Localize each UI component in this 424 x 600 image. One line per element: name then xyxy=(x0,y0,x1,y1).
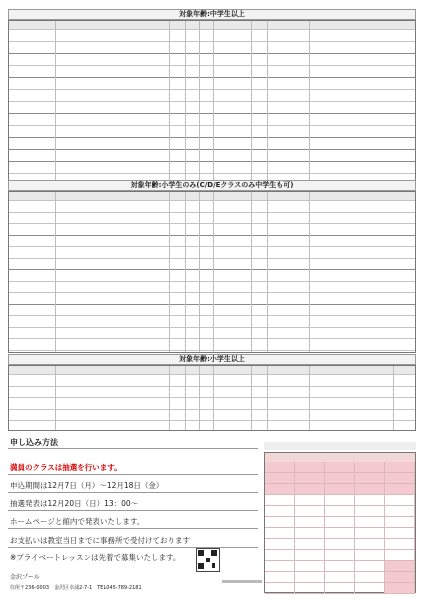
table-column-line xyxy=(199,21,200,195)
calendar-day-cell xyxy=(355,550,385,561)
calendar-day-cell xyxy=(355,506,385,517)
calendar-day-cell xyxy=(355,539,385,550)
calendar-day-cell xyxy=(295,473,325,484)
calendar-day-cell xyxy=(295,583,325,594)
calendar-day-cell xyxy=(325,506,355,517)
calendar-day-cell xyxy=(265,495,295,506)
table-row-line xyxy=(9,149,415,150)
calendar-day-cell xyxy=(325,517,355,528)
divider xyxy=(8,448,258,449)
calendar-day-cell xyxy=(385,473,415,484)
table-row-line xyxy=(9,200,415,201)
table-row-line xyxy=(9,125,415,126)
private-lesson-table xyxy=(8,365,416,431)
table-row-line xyxy=(9,258,415,259)
calendar-day-cell xyxy=(385,550,415,561)
table-header xyxy=(9,366,415,374)
calendar-day-cell xyxy=(265,462,295,473)
announce-place: ホームページと館内で発表いたします。 xyxy=(10,517,145,526)
calendar-day-cell xyxy=(385,528,415,539)
table-header xyxy=(9,21,415,29)
child-target-bar: 対象年齢:小学生のみ(C/D/Eクラスのみ中学生も可) xyxy=(8,180,416,191)
table-row-line xyxy=(9,269,415,270)
apply-period: 申込期間は12月7日（月）～12月18日（金） xyxy=(10,481,164,490)
calendar-day-cell xyxy=(325,473,355,484)
table-row-line xyxy=(9,173,415,174)
table-row-line xyxy=(9,292,415,293)
divider xyxy=(8,474,258,475)
table-column-line xyxy=(251,366,252,430)
calendar-day-cell xyxy=(385,484,415,495)
table-row-line xyxy=(9,212,415,213)
table-column-line xyxy=(309,192,310,352)
table-column-line xyxy=(309,366,310,430)
calendar-day-cell xyxy=(385,539,415,550)
calendar-weekday-header xyxy=(265,453,415,462)
table-row-line xyxy=(9,161,415,162)
table-column-line xyxy=(55,192,56,352)
table-column-line xyxy=(267,192,268,352)
table-column-line xyxy=(213,21,214,195)
private-target-bar: 対象年齢:小学生以上 xyxy=(8,354,416,365)
pool-address: 住所〒236-0003 金沢区幸浦2-7-1 TEL045-789-2181 xyxy=(10,585,142,591)
calendar-title xyxy=(264,442,416,450)
table-row-line xyxy=(9,409,415,410)
calendar-day-cell xyxy=(295,539,325,550)
qr-code[interactable] xyxy=(196,548,220,572)
calendar-day-cell xyxy=(355,473,385,484)
calendar-day-cell xyxy=(385,506,415,517)
table-row-line xyxy=(9,113,415,114)
calendar-day-cell xyxy=(295,484,325,495)
calendar-day-cell xyxy=(355,583,385,594)
table-row-line xyxy=(9,386,415,387)
calendar-day-cell xyxy=(385,572,415,583)
table-row-line xyxy=(9,77,415,78)
qr-caption xyxy=(222,580,262,583)
calendar-day-cell xyxy=(385,517,415,528)
calendar-day-cell xyxy=(295,550,325,561)
table-row-line xyxy=(9,327,415,328)
table-row-line xyxy=(9,89,415,90)
calendar-day-cell xyxy=(325,528,355,539)
calendar-day-cell xyxy=(265,517,295,528)
table-row-line xyxy=(9,235,415,236)
private-lesson-note: ※プライベートレッスンは先着で募集いたします。 xyxy=(10,553,181,562)
lottery-announcement: 抽選発表は12月20日（日）13：00～ xyxy=(10,499,139,508)
calendar-day-cell xyxy=(325,462,355,473)
calendar-day-cell xyxy=(265,583,295,594)
calendar-day-cell xyxy=(295,572,325,583)
table-row-line xyxy=(9,65,415,66)
table-row-line xyxy=(9,350,415,351)
calendar-day-cell xyxy=(265,484,295,495)
divider xyxy=(8,492,258,493)
calendar-day-cell xyxy=(295,495,325,506)
calendar xyxy=(264,452,416,593)
table-row-line xyxy=(9,246,415,247)
calendar-day-cell xyxy=(295,462,325,473)
table-row-line xyxy=(9,304,415,305)
calendar-day-cell xyxy=(265,473,295,484)
table-column-line xyxy=(185,21,186,195)
calendar-day-cell xyxy=(385,583,415,594)
table-column-line xyxy=(169,192,170,352)
calendar-day-cell xyxy=(325,550,355,561)
calendar-day-cell xyxy=(265,572,295,583)
calendar-day-cell xyxy=(355,561,385,572)
calendar-day-cell xyxy=(355,517,385,528)
calendar-day-cell xyxy=(355,528,385,539)
calendar-day-cell xyxy=(295,517,325,528)
calendar-day-cell xyxy=(295,528,325,539)
calendar-day-cell xyxy=(385,561,415,572)
table-column-line xyxy=(199,366,200,430)
table-column-line xyxy=(251,21,252,195)
table-column-line xyxy=(169,366,170,430)
table-row-line xyxy=(9,53,415,54)
calendar-day-cell xyxy=(325,539,355,550)
calendar-day-cell xyxy=(295,506,325,517)
calendar-day-cell xyxy=(355,484,385,495)
calendar-day-cell xyxy=(265,506,295,517)
table-column-line xyxy=(185,366,186,430)
table-column-line xyxy=(55,21,56,195)
calendar-day-cell xyxy=(265,539,295,550)
table-column-line xyxy=(55,366,56,430)
calendar-day-cell xyxy=(355,572,385,583)
calendar-day-cell xyxy=(355,462,385,473)
table-header xyxy=(9,192,415,200)
table-row-line xyxy=(9,374,415,375)
table-column-line xyxy=(185,192,186,352)
table-row-line xyxy=(9,137,415,138)
calendar-day-cell xyxy=(325,495,355,506)
table-row-line xyxy=(9,101,415,102)
table-column-line xyxy=(267,21,268,195)
adult-target-bar: 対象年齢:中学生以上 xyxy=(8,9,416,20)
divider xyxy=(8,510,258,511)
table-column-line xyxy=(213,192,214,352)
calendar-day-cell xyxy=(265,550,295,561)
table-column-line xyxy=(267,366,268,430)
table-row-line xyxy=(9,281,415,282)
table-row-line xyxy=(9,397,415,398)
calendar-day-cell xyxy=(385,495,415,506)
table-column-line xyxy=(393,366,394,430)
calendar-day-cell xyxy=(355,495,385,506)
child-class-table xyxy=(8,191,416,353)
table-row-line xyxy=(9,41,415,42)
calendar-day-cell xyxy=(325,583,355,594)
lottery-note: 満員のクラスは抽選を行います。 xyxy=(10,463,122,472)
divider xyxy=(8,528,258,529)
calendar-day-cell xyxy=(325,572,355,583)
table-row-line xyxy=(9,223,415,224)
table-column-line xyxy=(309,21,310,195)
pool-name: 金沢プール xyxy=(10,574,40,581)
calendar-day-cell xyxy=(265,561,295,572)
table-row-line xyxy=(9,420,415,421)
divider xyxy=(8,547,258,548)
table-column-line xyxy=(251,192,252,352)
table-row-line xyxy=(9,338,415,339)
calendar-day-cell xyxy=(265,528,295,539)
table-column-line xyxy=(213,366,214,430)
calendar-day-cell xyxy=(385,462,415,473)
calendar-day-cell xyxy=(325,561,355,572)
apply-title: 申し込み方法 xyxy=(10,438,58,447)
table-column-line xyxy=(169,21,170,195)
table-row-line xyxy=(9,29,415,30)
calendar-day-cell xyxy=(295,561,325,572)
adult-class-table xyxy=(8,20,416,196)
table-column-line xyxy=(199,192,200,352)
table-row-line xyxy=(9,315,415,316)
calendar-day-cell xyxy=(325,484,355,495)
payment-note: お支払いは教室当日までに事務所で受付けております xyxy=(10,536,190,545)
